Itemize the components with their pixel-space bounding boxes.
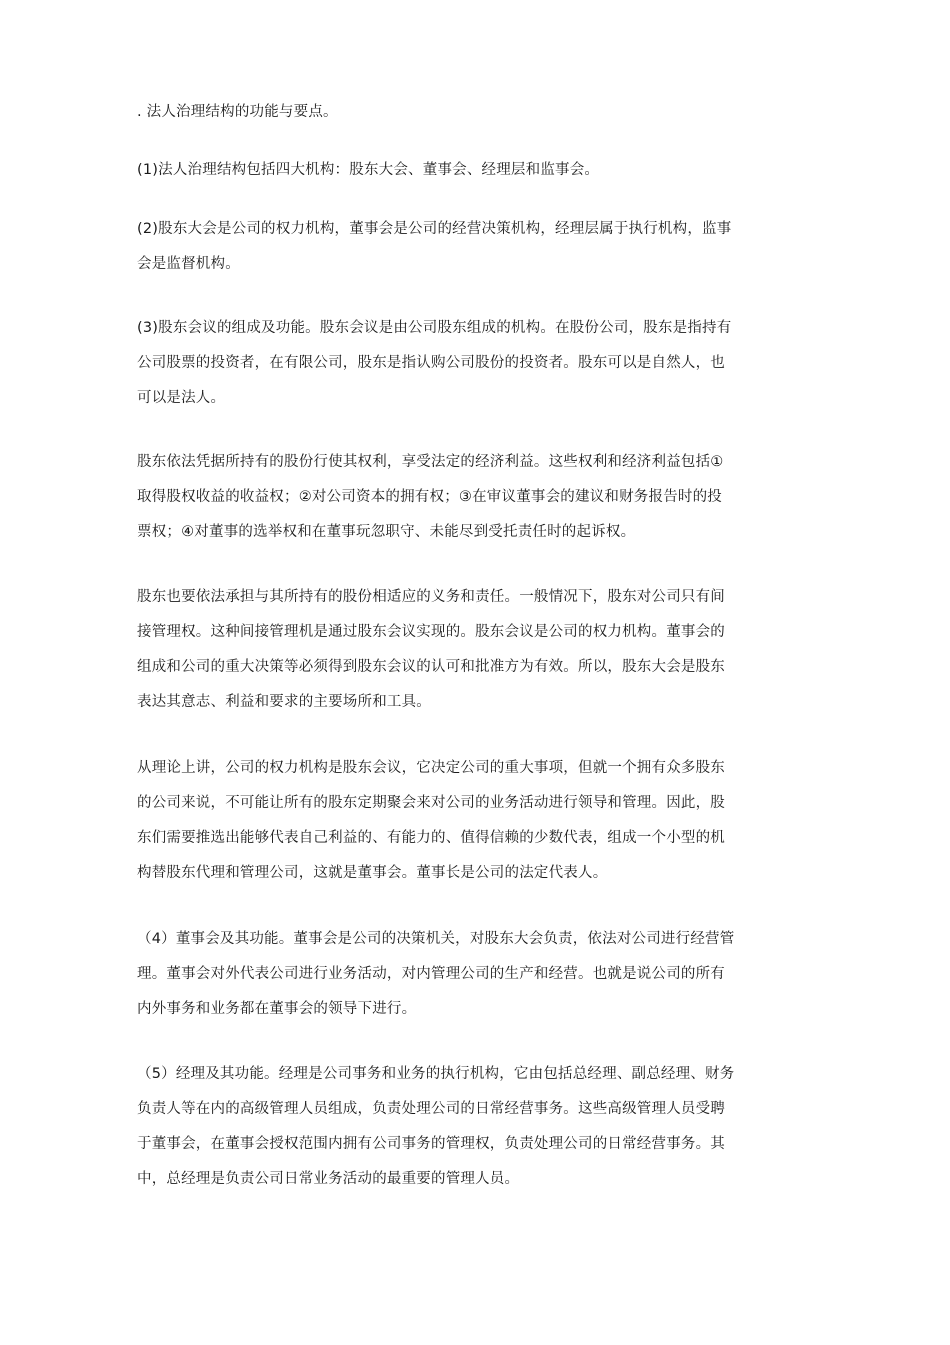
text-line: 构替股东代理和管理公司，这就是董事会。董事长是公司的法定代表人。 <box>137 865 608 881</box>
paragraph-shareholder-obligations <box>137 580 749 720</box>
text-line: 于董事会，在董事会授权范围内拥有公司事务的管理权，负责处理公司的日常经营事务。其 <box>137 1136 725 1152</box>
text-line: 的公司来说，不可能让所有的股东定期聚会来对公司的业务活动进行领导和管理。因此，股 <box>137 795 725 811</box>
text-line: （4）董事会及其功能。董事会是公司的决策机关，对股东大会负责，依法对公司进行经营管 <box>137 931 735 947</box>
paragraph-shareholder-rights <box>137 445 749 550</box>
paragraph-board-theory <box>137 751 749 891</box>
text-line: 公司股票的投资者，在有限公司，股东是指认购公司股份的投资者。股东可以是自然人，也 <box>137 355 725 371</box>
text-line: 组成和公司的重大决策等必须得到股东会议的认可和批准方为有效。所以，股东大会是股东 <box>137 659 725 675</box>
text-line: 内外事务和业务都在董事会的领导下进行。 <box>137 1001 417 1017</box>
text-line: (1)法人治理结构包括四大机构：股东大会、董事会、经理层和监事会。 <box>137 162 600 178</box>
text-line: 股东也要依法承担与其所持有的股份相适应的义务和责任。一般情况下，股东对公司只有间 <box>137 589 725 605</box>
paragraph-item-2 <box>137 212 749 282</box>
text-line: 中，总经理是负责公司日常业务活动的最重要的管理人员。 <box>137 1171 520 1187</box>
text-line: 负责人等在内的高级管理人员组成，负责处理公司的日常经营事务。这些高级管理人员受聘 <box>137 1101 725 1117</box>
text-line: 表达其意志、利益和要求的主要场所和工具。 <box>137 694 431 710</box>
paragraph-item-4 <box>137 922 749 1027</box>
text-line: (2)股东大会是公司的权力机构，董事会是公司的经营决策机构，经理层属于执行机构，监事 <box>137 221 732 237</box>
text-line: (3)股东会议的组成及功能。股东会议是由公司股东组成的机构。在股份公司，股东是指持有 <box>137 320 732 336</box>
text-line: 取得股权收益的收益权；②对公司资本的拥有权；③在审议董事会的建议和财务报告时的投 <box>137 489 722 505</box>
text-line: 会是监督机构。 <box>137 256 240 272</box>
text-line: 理。董事会对外代表公司进行业务活动，对内管理公司的生产和经营。也就是说公司的所有 <box>137 966 725 982</box>
text-line: 东们需要推选出能够代表自己利益的、有能力的、值得信赖的少数代表，组成一个小型的机 <box>137 830 725 846</box>
paragraph-item-5 <box>137 1057 749 1197</box>
text-line: 从理论上讲，公司的权力机构是股东会议，它决定公司的重大事项，但就一个拥有众多股东 <box>137 760 725 776</box>
text-line: 票权；④对董事的选举权和在董事玩忽职守、未能尽到受托责任时的起诉权。 <box>137 524 636 540</box>
text-line: 股东依法凭据所持有的股份行使其权利，享受法定的经济利益。这些权利和经济利益包括① <box>137 454 724 470</box>
paragraph-item-3 <box>137 311 749 416</box>
text-line: （5）经理及其功能。经理是公司事务和业务的执行机构，它由包括总经理、副总经理、财务 <box>137 1066 735 1082</box>
paragraph-item-1 <box>137 153 749 188</box>
paragraph-section-heading <box>137 95 749 130</box>
text-line: 可以是法人。 <box>137 390 226 406</box>
text-line: . 法人治理结构的功能与要点。 <box>137 104 338 120</box>
text-line: 接管理权。这种间接管理机是通过股东会议实现的。股东会议是公司的权力机构。董事会的 <box>137 624 725 640</box>
